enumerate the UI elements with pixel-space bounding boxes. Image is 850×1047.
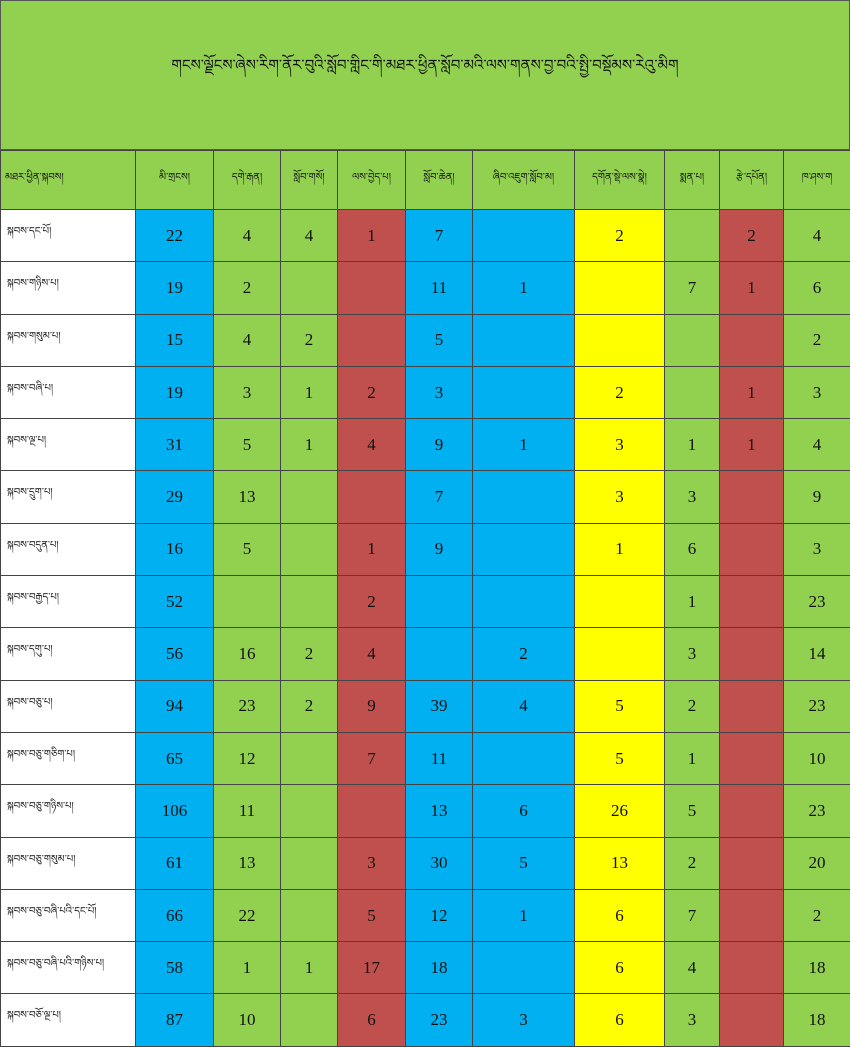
table-cell: 6 <box>473 785 575 837</box>
table-cell: 5 <box>473 837 575 889</box>
table-cell: 4 <box>338 419 406 471</box>
table-cell: 6 <box>575 994 665 1046</box>
table-cell: 1 <box>473 419 575 471</box>
table-cell: 58 <box>136 942 214 994</box>
table-cell: 3 <box>665 471 720 523</box>
table-cell: 12 <box>214 732 281 784</box>
table-cell <box>473 210 575 262</box>
table-cell: 6 <box>784 262 850 314</box>
table-row <box>1 471 850 523</box>
title-banner <box>0 0 850 150</box>
table-cell: 19 <box>136 262 214 314</box>
table-cell: 2 <box>281 680 338 732</box>
table-cell: 13 <box>406 785 473 837</box>
table-cell: 4 <box>214 210 281 262</box>
table-cell: 6 <box>575 889 665 941</box>
table-cell: 1 <box>665 576 720 628</box>
table-cell: 13 <box>214 471 281 523</box>
table-cell: 2 <box>720 210 784 262</box>
table-cell <box>214 576 281 628</box>
table-cell: 5 <box>338 889 406 941</box>
table-row <box>1 419 850 471</box>
column-header: དགོན་སྡེ་ལས་སྣེ། <box>575 151 665 210</box>
table-cell: 4 <box>214 314 281 366</box>
table-row <box>1 732 850 784</box>
table-cell: 4 <box>784 210 850 262</box>
table-row <box>1 314 850 366</box>
table-cell <box>720 314 784 366</box>
table-cell: 12 <box>406 889 473 941</box>
table-cell <box>338 314 406 366</box>
table-cell: 94 <box>136 680 214 732</box>
table-cell: 5 <box>214 419 281 471</box>
table-cell: 14 <box>784 628 850 680</box>
table-cell: 6 <box>665 523 720 575</box>
table-cell: 56 <box>136 628 214 680</box>
table-cell: 1 <box>281 366 338 418</box>
table-cell: 11 <box>406 732 473 784</box>
table-cell <box>720 732 784 784</box>
table-row <box>1 210 850 262</box>
table-cell: 3 <box>338 837 406 889</box>
table-cell: 22 <box>214 889 281 941</box>
table-row <box>1 994 850 1046</box>
graduate-table <box>0 150 850 1047</box>
table-cell: 2 <box>784 889 850 941</box>
table-cell <box>338 785 406 837</box>
table-cell: 2 <box>784 314 850 366</box>
table-cell: 7 <box>665 889 720 941</box>
table-row <box>1 576 850 628</box>
table-cell: 1 <box>281 419 338 471</box>
column-header: ཁ་ཤས་ག <box>784 151 850 210</box>
column-header: མཐར་ཕྱིན་སྐབས། <box>1 151 136 210</box>
table-cell: 30 <box>406 837 473 889</box>
row-label: སྐབས་བཞི་པ། <box>1 366 136 418</box>
table-cell <box>665 210 720 262</box>
column-header: རྩེ་དཔོན། <box>720 151 784 210</box>
table-cell: 2 <box>338 576 406 628</box>
table-cell <box>720 576 784 628</box>
table-cell: 7 <box>406 471 473 523</box>
table-cell: 7 <box>406 210 473 262</box>
table-cell: 23 <box>406 994 473 1046</box>
row-label: སྐབས་གསུམ་པ། <box>1 314 136 366</box>
table-cell: 10 <box>214 994 281 1046</box>
table-cell: 9 <box>338 680 406 732</box>
table-cell: 2 <box>665 837 720 889</box>
table-cell: 1 <box>720 262 784 314</box>
table-cell: 2 <box>281 314 338 366</box>
table-cell: 3 <box>784 366 850 418</box>
table-cell <box>720 837 784 889</box>
table-cell <box>338 471 406 523</box>
table-cell: 3 <box>575 419 665 471</box>
row-label: སྐབས་དགུ་པ། <box>1 628 136 680</box>
table-cell: 13 <box>575 837 665 889</box>
table-cell: 9 <box>784 471 850 523</box>
table-cell: 1 <box>720 419 784 471</box>
table-cell <box>281 576 338 628</box>
table-cell: 1 <box>281 942 338 994</box>
table-cell: 1 <box>665 732 720 784</box>
table-cell: 5 <box>575 732 665 784</box>
table-cell <box>720 471 784 523</box>
table-cell <box>473 732 575 784</box>
table-cell: 66 <box>136 889 214 941</box>
table-cell: 39 <box>406 680 473 732</box>
table-cell <box>575 628 665 680</box>
table-cell: 19 <box>136 366 214 418</box>
table-cell: 1 <box>720 366 784 418</box>
table-row <box>1 366 850 418</box>
table-cell <box>720 942 784 994</box>
table-cell: 3 <box>406 366 473 418</box>
table-cell: 4 <box>784 419 850 471</box>
table-cell: 4 <box>281 210 338 262</box>
table-body <box>1 210 850 1047</box>
table-cell: 5 <box>406 314 473 366</box>
table-cell <box>473 576 575 628</box>
table-cell: 23 <box>784 785 850 837</box>
table-cell: 4 <box>338 628 406 680</box>
column-header: སློབ་གསོ། <box>281 151 338 210</box>
row-label: སྐབས་བཅུ་པ། <box>1 680 136 732</box>
row-label: སྐབས་ལྔ་པ། <box>1 419 136 471</box>
column-header: སློབ་ཆེན། <box>406 151 473 210</box>
table-cell: 7 <box>338 732 406 784</box>
table-cell: 5 <box>214 523 281 575</box>
table-cell: 52 <box>136 576 214 628</box>
table-cell: 3 <box>473 994 575 1046</box>
column-header: ལས་བྱེད་པ། <box>338 151 406 210</box>
table-cell <box>720 628 784 680</box>
table-cell <box>406 576 473 628</box>
table-cell: 87 <box>136 994 214 1046</box>
column-header: ཞིབ་འཇུག་སློབ་མ། <box>473 151 575 210</box>
table-cell <box>281 262 338 314</box>
table-cell: 11 <box>214 785 281 837</box>
table-row <box>1 523 850 575</box>
table-cell: 2 <box>281 628 338 680</box>
table-cell <box>281 523 338 575</box>
table-row <box>1 628 850 680</box>
row-label: སྐབས་དང་པོ། <box>1 210 136 262</box>
table-cell: 3 <box>665 994 720 1046</box>
table-cell <box>575 576 665 628</box>
table-cell: 2 <box>575 366 665 418</box>
table-cell: 7 <box>665 262 720 314</box>
header-row <box>1 151 850 210</box>
table-cell: 3 <box>214 366 281 418</box>
row-label: སྐབས་བཅུ་བཞི་པའི་གཉིས་པ། <box>1 942 136 994</box>
table-cell: 1 <box>473 262 575 314</box>
row-label: སྐབས་བཅུ་གཅིག་པ། <box>1 732 136 784</box>
table-cell <box>665 314 720 366</box>
column-header: སྨན་པ། <box>665 151 720 210</box>
table-cell: 15 <box>136 314 214 366</box>
row-label: སྐབས་གཉིས་པ། <box>1 262 136 314</box>
table-cell: 5 <box>665 785 720 837</box>
table-cell: 61 <box>136 837 214 889</box>
column-header: མི་གྲངས། <box>136 151 214 210</box>
table-cell <box>281 732 338 784</box>
table-cell: 1 <box>473 889 575 941</box>
table-cell <box>575 262 665 314</box>
table-cell: 2 <box>665 680 720 732</box>
table-row <box>1 785 850 837</box>
table-cell: 1 <box>214 942 281 994</box>
table-cell <box>665 366 720 418</box>
table-cell: 18 <box>784 942 850 994</box>
table-cell: 106 <box>136 785 214 837</box>
table-cell: 6 <box>575 942 665 994</box>
table-cell: 1 <box>575 523 665 575</box>
table-cell <box>281 785 338 837</box>
table-cell: 11 <box>406 262 473 314</box>
table-cell: 4 <box>665 942 720 994</box>
table-cell <box>720 523 784 575</box>
table-cell <box>720 680 784 732</box>
table-cell <box>473 314 575 366</box>
table-cell: 9 <box>406 419 473 471</box>
row-label: སྐབས་བདུན་པ། <box>1 523 136 575</box>
row-label: སྐབས་བརྒྱད་པ། <box>1 576 136 628</box>
table-cell: 6 <box>338 994 406 1046</box>
table-cell: 2 <box>214 262 281 314</box>
table-row <box>1 680 850 732</box>
table-cell: 2 <box>473 628 575 680</box>
table-cell: 65 <box>136 732 214 784</box>
table-cell: 3 <box>575 471 665 523</box>
column-header: དགེ་རྒན། <box>214 151 281 210</box>
table-cell: 22 <box>136 210 214 262</box>
table-cell <box>473 942 575 994</box>
table-cell <box>281 889 338 941</box>
table-cell <box>281 994 338 1046</box>
table-cell: 3 <box>665 628 720 680</box>
table-row <box>1 837 850 889</box>
table-cell: 2 <box>575 210 665 262</box>
table-cell: 1 <box>665 419 720 471</box>
table-cell: 23 <box>214 680 281 732</box>
table-cell: 1 <box>338 210 406 262</box>
table-cell <box>406 628 473 680</box>
table-cell: 18 <box>406 942 473 994</box>
table-cell: 3 <box>784 523 850 575</box>
table-cell: 1 <box>338 523 406 575</box>
table-cell <box>281 471 338 523</box>
table-row <box>1 942 850 994</box>
table-cell <box>575 314 665 366</box>
table-row <box>1 262 850 314</box>
table-cell <box>281 837 338 889</box>
table-cell <box>473 471 575 523</box>
table-cell: 17 <box>338 942 406 994</box>
table-cell <box>338 262 406 314</box>
table-cell: 4 <box>473 680 575 732</box>
table-title: གངས་ལྗོངས་ཞེས་རིག་ནོར་བུའི་སློབ་གླིང་གི་མཐར་ཕྱིན་སློབ་མའི་ལས་གནས་བྱ་བའི་སྤྱི་བསྡོམས་རེའུ་མིག <box>171 49 678 91</box>
row-label: སྐབས་བཅུ་གཉིས་པ། <box>1 785 136 837</box>
table-cell: 29 <box>136 471 214 523</box>
table-cell: 13 <box>214 837 281 889</box>
row-label: སྐབས་བཅུ་གསུམ་པ། <box>1 837 136 889</box>
row-label: སྐབས་དྲུག་པ། <box>1 471 136 523</box>
table-cell: 26 <box>575 785 665 837</box>
table-cell <box>473 523 575 575</box>
table-row <box>1 889 850 941</box>
table-cell: 9 <box>406 523 473 575</box>
row-label: སྐབས་བཅུ་བཞི་པའི་དང་པོ། <box>1 889 136 941</box>
table-cell <box>720 889 784 941</box>
table-cell <box>720 785 784 837</box>
table-cell <box>473 366 575 418</box>
table-cell: 5 <box>575 680 665 732</box>
table-cell: 18 <box>784 994 850 1046</box>
table-cell: 23 <box>784 576 850 628</box>
table-cell: 2 <box>338 366 406 418</box>
table-cell: 20 <box>784 837 850 889</box>
row-label: སྐབས་བཅོ་ལྔ་པ། <box>1 994 136 1046</box>
table-cell <box>720 994 784 1046</box>
table-cell: 16 <box>214 628 281 680</box>
table-cell: 16 <box>136 523 214 575</box>
table-cell: 31 <box>136 419 214 471</box>
table-cell: 23 <box>784 680 850 732</box>
table-cell: 10 <box>784 732 850 784</box>
